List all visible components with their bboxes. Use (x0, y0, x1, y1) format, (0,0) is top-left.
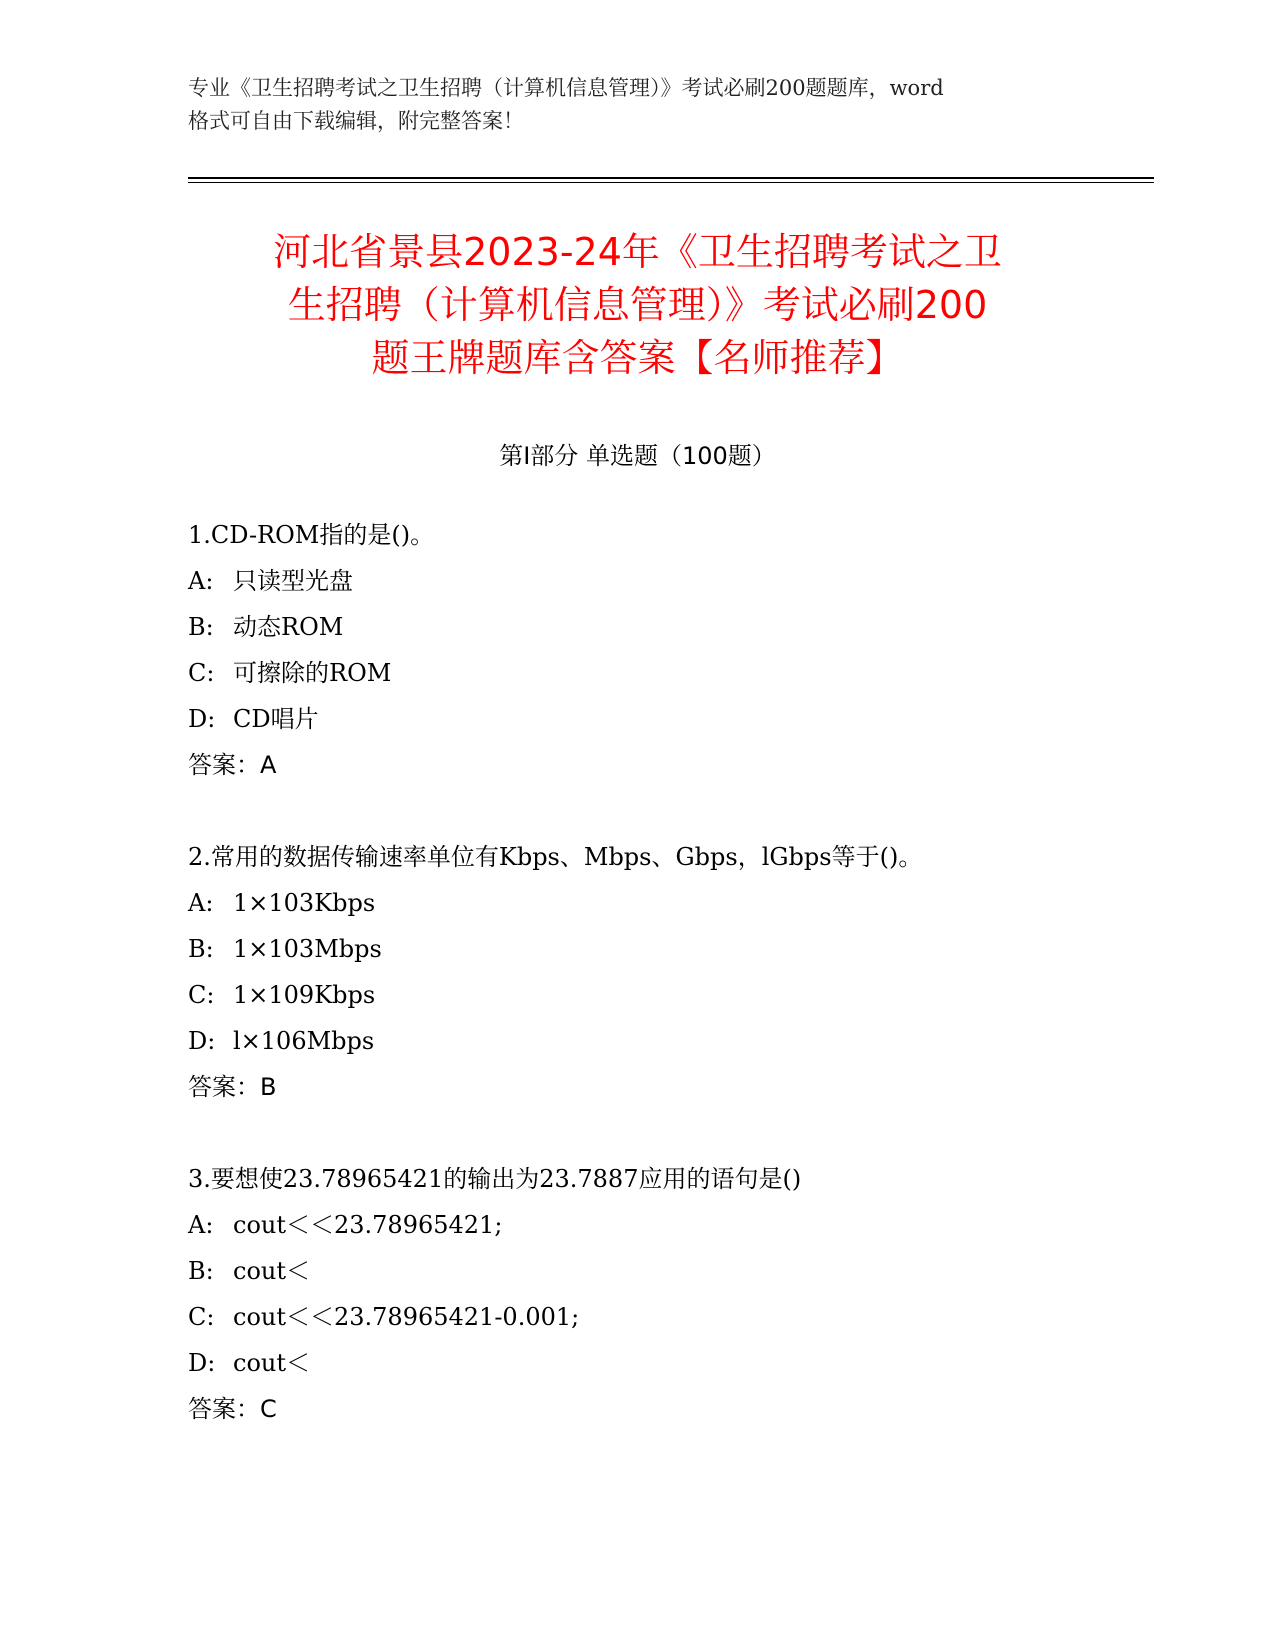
section-heading: 第Ⅰ部分 单选题（100题） (499, 442, 776, 470)
option-key: A: (188, 1211, 214, 1239)
option-d (188, 1340, 1128, 1386)
option-key: C: (188, 659, 215, 687)
option-a (188, 1202, 1128, 1248)
option-text: 1×103Kbps (233, 889, 376, 917)
title-line-2: 生招聘（计算机信息管理）》考试必刷200 (287, 283, 988, 327)
question-1 (188, 512, 1128, 788)
option-c (188, 1294, 1128, 1340)
option-text: 只读型光盘 (233, 567, 353, 595)
option-key: C: (188, 1303, 215, 1331)
option-key: D: (188, 1027, 216, 1055)
option-key: B: (188, 935, 214, 963)
answer-line: 答案：A (188, 751, 277, 779)
option-key: D: (188, 705, 216, 733)
option-text: CD唱片 (233, 705, 319, 733)
option-key: D: (188, 1349, 216, 1377)
option-c (188, 650, 1128, 696)
question-2 (188, 834, 1128, 1110)
question-3 (188, 1156, 1128, 1432)
option-text: cout＜＜23.78965421; (233, 1211, 503, 1239)
option-text: 动态ROM (233, 613, 344, 641)
option-b (188, 1248, 1128, 1294)
title-line-1: 河北省景县2023-24年《卫生招聘考试之卫 (273, 230, 1002, 274)
title-line-3: 题王牌题库含答案【名师推荐】 (371, 336, 904, 380)
question-stem: 2.常用的数据传输速率单位有Kbps、Mbps、Gbps，lGbps等于()。 (188, 843, 923, 871)
header-note-line-1: 专业《卫生招聘考试之卫生招聘（计算机信息管理）》考试必刷200题题库，word (188, 76, 944, 100)
header-note (188, 72, 1108, 138)
option-d (188, 696, 1128, 742)
option-text: cout＜＜23.78965421-0.001; (233, 1303, 580, 1331)
option-a (188, 558, 1128, 604)
option-text: cout＜ (233, 1257, 310, 1285)
option-key: B: (188, 613, 214, 641)
option-text: 1×109Kbps (233, 981, 376, 1009)
option-key: B: (188, 1257, 214, 1285)
option-d (188, 1018, 1128, 1064)
document-title (180, 226, 1095, 385)
answer-line: 答案：B (188, 1073, 277, 1101)
option-b (188, 604, 1128, 650)
question-stem: 3.要想使23.78965421的输出为23.7887应用的语句是() (188, 1165, 802, 1193)
option-c (188, 972, 1128, 1018)
option-text: l×106Mbps (233, 1027, 375, 1055)
option-key: A: (188, 889, 214, 917)
option-key: A: (188, 567, 214, 595)
option-text: 可擦除的ROM (233, 659, 392, 687)
header-divider-thin (188, 182, 1154, 183)
option-text: 1×103Mbps (233, 935, 382, 963)
header-note-line-2: 格式可自由下载编辑，附完整答案！ (188, 109, 524, 133)
option-b (188, 926, 1128, 972)
question-stem: 1.CD-ROM指的是()。 (188, 521, 435, 549)
option-text: cout＜ (233, 1349, 310, 1377)
answer-line: 答案：C (188, 1395, 277, 1423)
option-key: C: (188, 981, 215, 1009)
option-a (188, 880, 1128, 926)
header-divider-thick (188, 177, 1154, 179)
